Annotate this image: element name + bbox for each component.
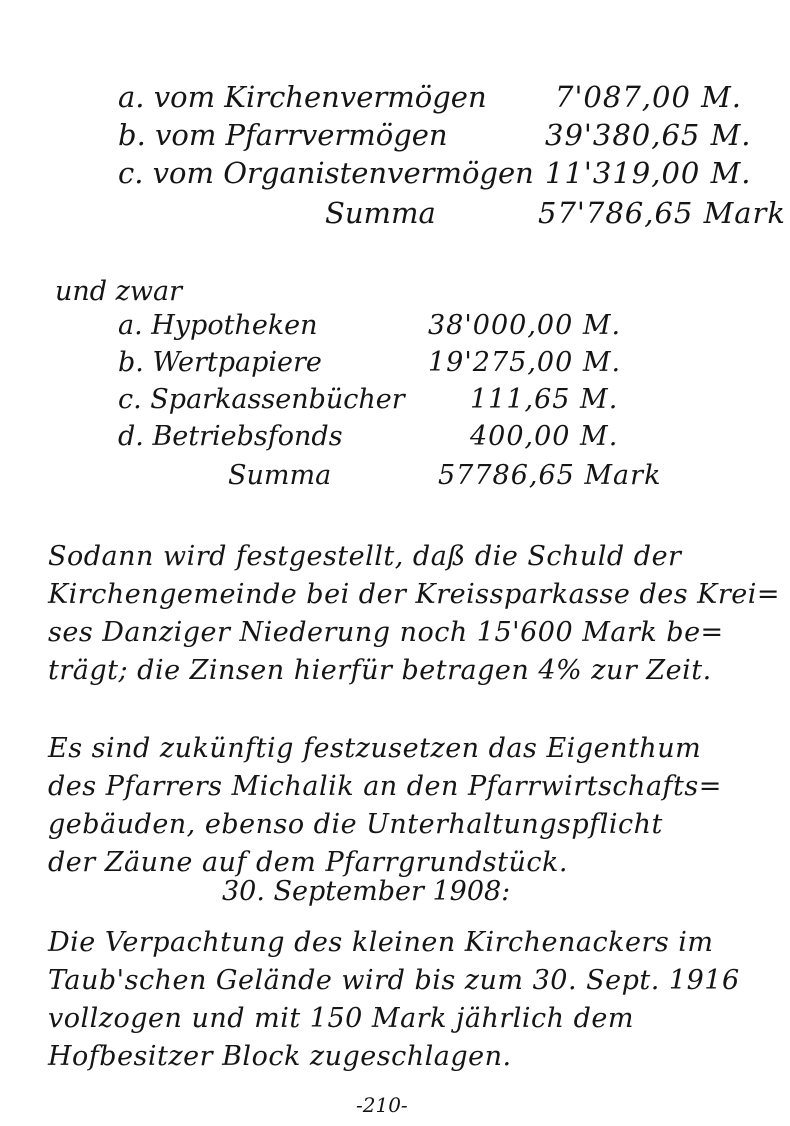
asset-label: b. vom Pfarrvermögen	[118, 118, 448, 152]
asset-label: a. vom Kirchenvermögen	[118, 80, 487, 114]
asset-total-amount: 57'786,65 Mark	[538, 196, 786, 230]
paragraph-line: Es sind zukünftig festzusetzen das Eigenthum	[48, 733, 702, 764]
breakdown-intro: und zwar	[55, 276, 182, 307]
breakdown-total-label: Summa	[228, 460, 332, 491]
paragraph-line: ses Danziger Niederung noch 15'600 Mark be=	[48, 617, 724, 648]
paragraph-line: gebäuden, ebenso die Unterhaltungspflicht	[48, 809, 663, 840]
asset-row	[0, 156, 790, 196]
asset-row	[0, 80, 790, 120]
breakdown-amount: 400,00 M.	[470, 421, 619, 452]
asset-total-label: Summa	[325, 196, 436, 230]
breakdown-total-amount: 57786,65 Mark	[438, 460, 662, 491]
breakdown-amount: 111,65 M.	[470, 384, 619, 415]
breakdown-amount: 19'275,00 M.	[428, 347, 622, 378]
paragraph-line: der Zäune auf dem Pfarrgrundstück.	[48, 847, 568, 878]
asset-label: c. vom Organistenvermögen	[118, 156, 534, 190]
breakdown-label: a. Hypotheken	[118, 310, 318, 341]
asset-amount: 11'319,00 M.	[545, 156, 752, 190]
breakdown-total-row	[0, 460, 790, 498]
breakdown-row	[0, 421, 790, 459]
asset-total-row	[0, 196, 790, 236]
asset-amount: 39'380,65 M.	[545, 118, 752, 152]
asset-amount: 7'087,00 M.	[555, 80, 743, 114]
paragraph-line: Sodann wird festgestellt, daß die Schuld der	[48, 541, 682, 572]
breakdown-label: b. Wertpapiere	[118, 347, 322, 378]
paragraph-debt	[48, 538, 780, 690]
breakdown-row	[0, 347, 790, 385]
paragraph-property	[48, 730, 768, 882]
breakdown-label: c. Sparkassenbücher	[118, 384, 405, 415]
paragraph-line: Taub'schen Gelände wird bis zum 30. Sept. 1916	[48, 965, 740, 996]
page-number: -210-	[356, 1093, 408, 1117]
paragraph-lease	[48, 924, 768, 1076]
breakdown-row	[0, 310, 790, 348]
paragraph-line: trägt; die Zinsen hierfür betragen 4% zur Zeit.	[48, 655, 712, 686]
paragraph-line: Die Verpachtung des kleinen Kirchenackers im	[48, 927, 714, 958]
breakdown-label: d. Betriebsfonds	[118, 421, 343, 452]
breakdown-amount: 38'000,00 M.	[428, 310, 622, 341]
paragraph-line: vollzogen und mit 150 Mark jährlich dem	[48, 1003, 635, 1034]
asset-row	[0, 118, 790, 158]
breakdown-row	[0, 384, 790, 422]
date-heading: 30. September 1908:	[222, 876, 511, 907]
paragraph-line: Kirchengemeinde bei der Kreissparkasse des Krei=	[48, 579, 780, 610]
paragraph-line: Hofbesitzer Block zugeschlagen.	[48, 1041, 512, 1072]
paragraph-line: des Pfarrers Michalik an den Pfarrwirtschafts=	[48, 771, 722, 802]
